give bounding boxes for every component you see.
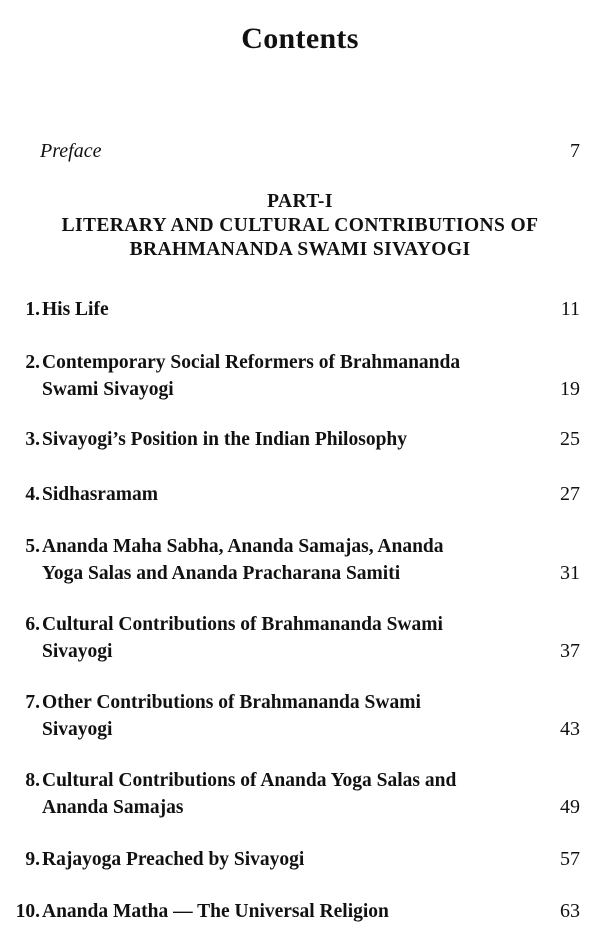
toc-preface-row[interactable] bbox=[40, 140, 580, 166]
entry-title-line-1: Contemporary Social Reformers of Brahmananda bbox=[42, 352, 461, 373]
entry-number: 2. bbox=[25, 352, 40, 373]
entry-title-line-2: Sivayogi bbox=[42, 641, 113, 662]
entry-page-number: 31 bbox=[560, 562, 580, 584]
entry-title: Sivayogi’s Position in the Indian Philosophy bbox=[42, 429, 408, 450]
entry-number: 10. bbox=[15, 901, 40, 922]
part-heading: PART-I bbox=[267, 191, 333, 212]
entry-page-number: 63 bbox=[560, 900, 580, 922]
entry-title-line-2: Yoga Salas and Ananda Pracharana Samiti bbox=[42, 563, 401, 584]
entry-title bbox=[42, 767, 532, 821]
entry-page-number: 57 bbox=[560, 848, 580, 870]
entry-title: Ananda Matha — The Universal Religion bbox=[42, 901, 389, 922]
entry-number: 9. bbox=[25, 849, 40, 870]
entry-title-line-1: Other Contributions of Brahmananda Swami bbox=[42, 692, 421, 713]
entry-page-number: 27 bbox=[560, 483, 580, 505]
entry-title bbox=[42, 689, 532, 743]
entry-title-line-2: Sivayogi bbox=[42, 719, 113, 740]
entry-title-line-1: Cultural Contributions of Brahmananda Swami bbox=[42, 614, 443, 635]
entry-title-line-1: Cultural Contributions of Ananda Yoga Salas and bbox=[42, 770, 457, 791]
entry-number: 1. bbox=[25, 299, 40, 320]
entry-page-number: 25 bbox=[560, 428, 580, 450]
entry-title: Sidhasramam bbox=[42, 484, 158, 505]
entry-title-line-2: Swami Sivayogi bbox=[42, 379, 174, 400]
entry-number: 8. bbox=[25, 770, 40, 791]
entry-page-number: 43 bbox=[560, 718, 580, 740]
part-subtitle-line-2: BRAHMANANDA SWAMI SIVAYOGI bbox=[129, 239, 471, 260]
entry-title bbox=[42, 533, 532, 587]
entry-title-line-2: Ananda Samajas bbox=[42, 797, 184, 818]
entry-page-number: 11 bbox=[560, 298, 580, 320]
preface-page-number: 7 bbox=[570, 140, 580, 162]
entry-title bbox=[42, 349, 532, 403]
entry-number: 6. bbox=[25, 614, 40, 635]
preface-label: Preface bbox=[40, 140, 102, 162]
entry-number: 4. bbox=[25, 484, 40, 505]
page-title: Contents bbox=[241, 22, 359, 55]
entry-number: 3. bbox=[25, 429, 40, 450]
entry-number: 5. bbox=[25, 536, 40, 557]
entry-title bbox=[42, 611, 532, 665]
entry-title-line-1: Ananda Maha Sabha, Ananda Samajas, Ananda bbox=[42, 536, 444, 557]
entry-page-number: 37 bbox=[560, 640, 580, 662]
entry-title: His Life bbox=[42, 299, 109, 320]
entry-number: 7. bbox=[25, 692, 40, 713]
entry-title: Rajayoga Preached by Sivayogi bbox=[42, 849, 305, 870]
part-subtitle-line-1: LITERARY AND CULTURAL CONTRIBUTIONS OF bbox=[61, 215, 539, 236]
entry-page-number: 19 bbox=[560, 378, 580, 400]
part-heading-block bbox=[0, 190, 600, 262]
entry-page-number: 49 bbox=[560, 796, 580, 818]
